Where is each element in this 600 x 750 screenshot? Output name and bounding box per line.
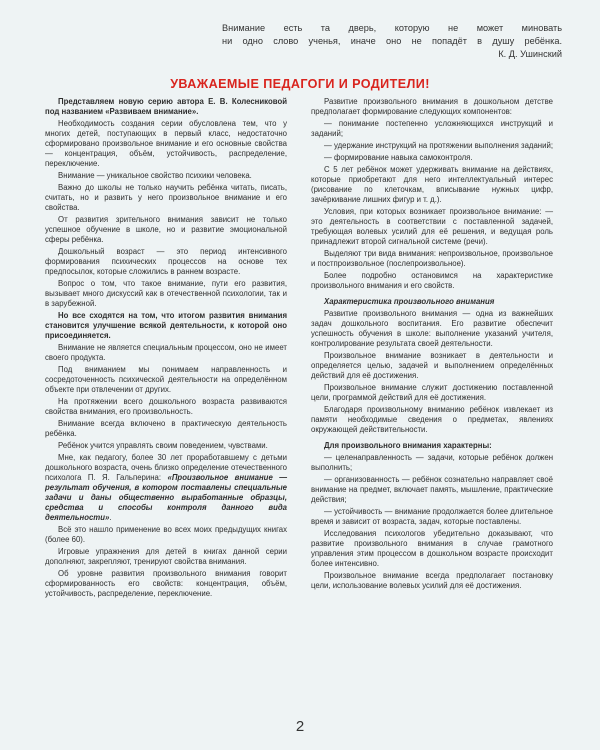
bold-paragraph: Но все сходятся на том, что итогом развития внимания становится улучшение всякой деятельности, к которой оно присоединяется.	[45, 311, 287, 340]
paragraph: Более подробно остановимся на характеристике произвольного внимания и его свойств.	[311, 271, 553, 290]
paragraph: Развитие произвольного внимания в дошкольном детстве предполагает формирование следующих компонентов:	[311, 97, 553, 116]
page-title: УВАЖАЕМЫЕ ПЕДАГОГИ И РОДИТЕЛИ!	[170, 77, 430, 91]
paragraph: Под вниманием мы понимаем направленность и сосредоточенность психической деятельности на определённом объекте при отвлечении от других.	[45, 365, 287, 394]
paragraph: Благодаря произвольному вниманию ребёнок извлекает из памяти необходимые сведения о предметах, явлениях окружающей действительности.	[311, 405, 553, 434]
right-column	[311, 97, 553, 593]
galperin-quote: «Произвольное внимание — результат обучения, в котором поставлены специальные задачи и даны общественно выработанные образцы, средства и способы контроля данного вида деятельности»	[45, 473, 287, 522]
list-item: — организованность — ребёнок сознательно направляет своё внимание на предмет, включает память, мышление, практические действия;	[311, 475, 553, 504]
quote-paragraph	[45, 453, 287, 523]
paragraph: Выделяют три вида внимания: непроизвольное, произвольное и постпроизвольное (послепроизвольное).	[311, 249, 553, 268]
paragraph: Условия, при которых возникает произвольное внимание: — это деятельность в соответствии с поставленной задачей, требующая волевых усилий для её решения, и ведущая роль принадлежит второй сигнальной системе (речи).	[311, 207, 553, 246]
list-item: — устойчивость — внимание продолжается более длительное время и зависит от возраста, задач, которые поставлены.	[311, 507, 553, 526]
page-number: 2	[295, 718, 305, 735]
epigraph-author: К. Д. Ушинский	[498, 49, 562, 59]
paragraph: На протяжении всего дошкольного возраста развиваются свойства внимания, его произвольность.	[45, 397, 287, 416]
left-column	[45, 97, 287, 601]
paragraph: Внимание всегда включено в практическую деятельность ребёнка.	[45, 419, 287, 438]
paragraph: Развитие произвольного внимания — одна из важнейших задач дошкольного воспитания. Его развитие обеспечит успешность обучения в школе: выполнение указаний учителя, контролирование результата своей деятельности.	[311, 309, 553, 348]
paragraph: Всё это нашло применение во всех моих предыдущих книгах (более 60).	[45, 525, 287, 544]
list-item: — целенаправленность — задачи, которые ребёнок должен выполнить;	[311, 453, 553, 472]
paragraph: С 5 лет ребёнок может удерживать внимание на действиях, которые приобретают для него интеллектуальный интерес (рисование по клеточкам, вписывание нужных цифр, зачёркивание лишних фигур и т. д.).	[311, 165, 553, 204]
section-heading: Для произвольного внимания характерны:	[324, 441, 492, 450]
paragraph: Игровые упражнения для детей в книгах данной серии дополняют, закрепляют, тренируют свойства внимания.	[45, 547, 287, 566]
quote-lead: Мне, как педагогу, более 30 лет проработавшему с детьми дошкольного возраста, очень близко определение отечественного психолога П. Я. Гальперина:	[45, 453, 287, 482]
paragraph: От развития зрительного внимания зависит не только успешное обучение в школе, но и развитие эмоциональной сферы ребёнка.	[45, 215, 287, 244]
list-item: — формирование навыка самоконтроля.	[324, 153, 473, 162]
paragraph: Об уровне развития произвольного внимания говорит сформированность его свойств: концентрация, объём, устойчивость, распределение, переключение.	[45, 569, 287, 598]
epigraph-line-2: ни одно слово ученья, иначе оно не попадёт в душу ребёнка.	[222, 36, 562, 46]
quote-end: .	[109, 513, 112, 522]
paragraph: Произвольное внимание всегда предполагает постановку цели, использование волевых усилий для её достижения.	[311, 571, 553, 590]
epigraph-line-1: Внимание есть та дверь, которую не может миновать	[222, 23, 562, 33]
list-item: — удержание инструкций на протяжении выполнения заданий;	[324, 141, 553, 150]
section-heading: Характеристика произвольного внимания	[324, 297, 495, 306]
intro-paragraph: Представляем новую серию автора Е. В. Колесниковой под названием «Развиваем внимание».	[45, 97, 287, 116]
paragraph: Внимание не является специальным процессом, оно не имеет своего продукта.	[45, 343, 287, 362]
paragraph: Исследования психологов убедительно доказывают, что развитие произвольного внимания в случае грамотного управления этим процессом в дошкольном возрасте происходит более интенсивно.	[311, 529, 553, 568]
paragraph: Произвольное внимание служит достижению поставленной цели, программой действий для её достижения.	[311, 383, 553, 402]
paragraph: Произвольное внимание возникает в деятельности и определяется целью, задачей и выполнением определённых действий для её достижения.	[311, 351, 553, 380]
paragraph: Дошкольный возраст — это период интенсивного формирования психических процессов на основе тех предпосылок, которые сложились в раннем возрасте.	[45, 247, 287, 276]
list-item: — понимание постепенно усложняющихся инструкций и заданий;	[311, 119, 553, 138]
paragraph: Ребёнок учится управлять своим поведением, чувствами.	[58, 441, 268, 450]
paragraph: Важно до школы не только научить ребёнка читать, писать, считать, но и развить у него произвольное внимание и его свойства.	[45, 183, 287, 212]
paragraph: Внимание — уникальное свойство психики человека.	[58, 171, 252, 180]
paragraph: Необходимость создания серии обусловлена тем, что у многих детей, поступающих в первый класс, недостаточно сформировано произвольное внимание и его основные свойства — концентрация, объём, устойчивость, распределение, переключение.	[45, 119, 287, 168]
paragraph: Вопрос о том, что такое внимание, пути его развития, вызывает много дискуссий как в отечественной психологии, так и в зарубежной.	[45, 279, 287, 308]
epigraph	[222, 22, 562, 61]
